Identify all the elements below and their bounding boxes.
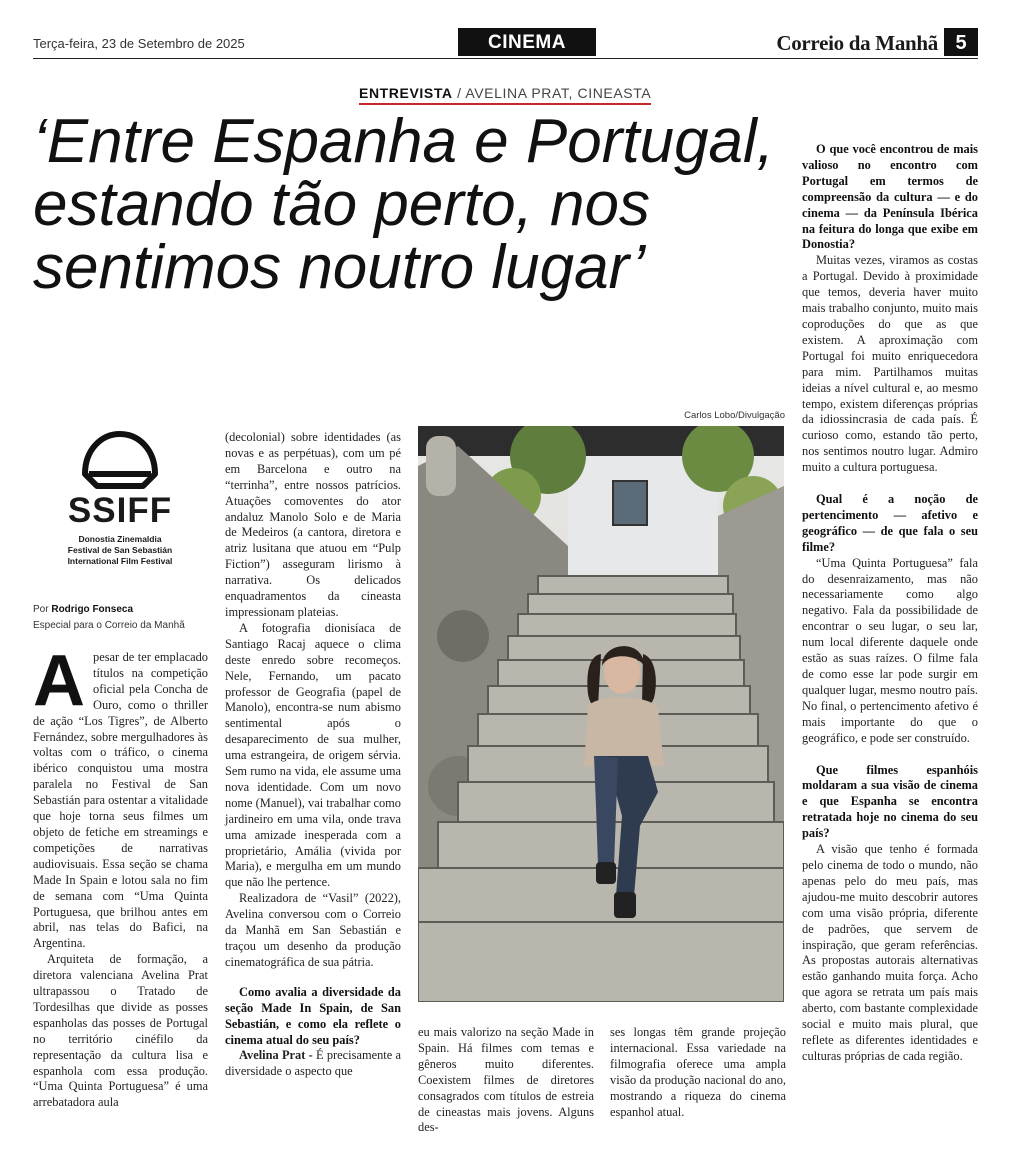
photo-credit: Carlos Lobo/Divulgação bbox=[684, 410, 785, 421]
article-column-3 bbox=[418, 1025, 594, 1136]
logo-subtitle: Donostia Zinemaldia Festival de San Sebastián International Film Festival bbox=[67, 534, 173, 566]
interview-question: Qual é a noção de pertencimento — afetivo e geográfico — de que fala o seu filme? bbox=[802, 492, 978, 554]
newspaper-name: Correio da Manhã bbox=[776, 31, 938, 55]
kicker-label: ENTREVISTA bbox=[359, 85, 453, 101]
paragraph: Realizadora de “Vasil” (2022), Avelina conversou com o Correio da Manhã em San Sebastián e traçou um desenho da produção cinematográfica de sua pátria. bbox=[225, 891, 401, 969]
interview-answer: A visão que tenho é formada pelo cinema de todo o mundo, não apenas pelo do meu país, mas ajudou-me muito descobrir autores com uma visão própria, diferente de padrões, que servem de inspiração, que geram referências. As propostas autorais alternativas estão ganhando muita força. Acho que agora se retrata um país mais aberto, com bastante complexidade social e muito mais plural, que reflete as diferentes identidades e culturas próprias de cada região. bbox=[802, 842, 978, 1063]
byline: Por Rodrigo Fonseca Especial para o Correio da Manhã bbox=[33, 602, 185, 634]
paragraph: (decolonial) sobre identidades (as novas e as perpétuas), com um pé em Barcelona e outro na “terrinha”, entre nossos patrícios. Atuações comoventes do ator andaluz Manolo Solo e de Maria de Medeiros (a cantora, diretora e atriz lusitana que atuou em “Pulp Fiction”) asseguram lirismo à narrativa. Os delicados enquadramentos da cineasta impressionam plateias. bbox=[225, 430, 401, 619]
shell-icon bbox=[79, 428, 161, 490]
portrait-image bbox=[418, 426, 784, 1002]
page-header bbox=[33, 28, 978, 59]
section-label: CINEMA bbox=[458, 28, 596, 56]
headline: ‘Entre Espanha e Portugal, estando tão perto, nos sentimos noutro lugar’ bbox=[33, 107, 775, 302]
drop-cap: A bbox=[33, 641, 85, 721]
article-column-2 bbox=[225, 430, 401, 1080]
paragraph: Arquiteta de formação, a diretora valenciana Avelina Prat ultrapassou o Tratado de Tordesilhas que divide as posses espanholas das posses de Portugal no território cinéfilo da representação da cultura lisa e espanhola com essa produção. “Uma Quinta Portuguesa” é uma arrebatadora aula bbox=[33, 952, 208, 1110]
article-column-5 bbox=[802, 142, 978, 1065]
interview-answer: Avelina Prat - É precisamente a diversidade o aspecto que bbox=[225, 1048, 401, 1079]
article-column-4 bbox=[610, 1025, 786, 1120]
paragraph: pesar de ter emplacado títulos na competição oficial pela Concha de Ouro, como o thriller de ação “Los Tigres”, de Alberto Fernández, sobre mergulhadores às voltas com o tráfico, o cinema ibérico conquistou uma mostra paralela no Festival de San Sebastián para ostentar a vitalidade que hoje torna seus filmes um objeto de fetiche em streamings e competições de narrativas audiovisuais. Essa seção se chama Made In Spain e lotou sala no fim de semana com “Uma Quinta Portuguesa, que brilhou antes em abril, nas telas do Bafici, na Argentina. bbox=[33, 650, 208, 951]
interview-question: O que você encontrou de mais valioso no encontro com Portugal em termos de compreensão da cultura — e do cinema — da Península Ibérica na feitura do longa que exibe em Donostia? bbox=[802, 142, 978, 252]
article-photo bbox=[418, 426, 784, 1002]
kicker bbox=[359, 85, 651, 105]
interview-question: Como avalia a diversidade da seção Made In Spain, de San Sebastián, e como ela reflete o cinema atual do seu país? bbox=[225, 984, 401, 1047]
interview-answer: “Uma Quinta Portuguesa” fala do desenraizamento, mas não necessariamente como algo negativo. Fala da possibilidade de encontrar o seu lugar, o seu lar, num local diferente daquele onde estão as suas raízes. O filme fala de como esse lar pode surgir em qualquer lugar, mesmo noutro país. No final, o pertencimento afetivo é mais importante do que o geográfico, e pode ser construído. bbox=[802, 555, 978, 745]
logo-wordmark: SSIFF bbox=[67, 491, 173, 530]
paragraph: A fotografia dionisíaca de Santiago Racaj aquece o clima deste enredo sobre recomeços. Nele, Fernando, um pacato professor de Geografia (papel de Manolo), encontra-se num abismo sentimental após o desaparecimento de sua mulher, uma estrangeira, de origem sérvia. Sem rumo na vida, ele assume uma nova identidade. Com um novo nome (Manuel), vai trabalhar como jardineiro em uma vila, onde trava uma amizade inesperada com a proprietário, Amália (vivida por Maria), e mergulha em um mundo que não lhe pertence. bbox=[225, 620, 401, 890]
article-column-1 bbox=[33, 641, 208, 1111]
paragraph: ses longas têm grande projeção internacional. Essa variedade na filmografia oferece uma ampla visão da produção nacional do ano, mostrando a riqueza do cinema espanhol atual. bbox=[610, 1025, 786, 1119]
page-number: 5 bbox=[944, 28, 978, 56]
paragraph: eu mais valorizo na seção Made in Spain. Há filmes com temas e gêneros muito diferentes. Coexistem filmes de diretores consagrados com títulos de estreia de cineastas mais jovens. Alguns des- bbox=[418, 1025, 594, 1135]
author-name: Rodrigo Fonseca bbox=[51, 604, 134, 615]
byline-note: Especial para o Correio da Manhã bbox=[33, 620, 185, 631]
kicker-subject: / AVELINA PRAT, CINEASTA bbox=[457, 85, 652, 101]
ssiff-logo bbox=[60, 428, 180, 567]
issue-date: Terça-feira, 23 de Setembro de 2025 bbox=[33, 36, 245, 51]
interview-answer: Muitas vezes, viramos as costas a Portugal. Devido à proximidade que temos, deveria haver muito mais trabalho conjunto, muito mais coproduções do que as que existem. A aproximação com Portugal foi muito enriquecedora para mim. Partilhamos muitas ideias a nível cultural e, ao mesmo tempo, existem diferenças próprias da idiossincrasia de cada país. É curioso como, estando tão perto, nos sentimos noutro lugar. Admiro muito a cultura portuguesa. bbox=[802, 253, 978, 475]
interview-question: Que filmes espanhóis moldaram a sua visão de cinema e que Espanha se encontra retratada hoje no cinema do seu país? bbox=[802, 762, 978, 841]
